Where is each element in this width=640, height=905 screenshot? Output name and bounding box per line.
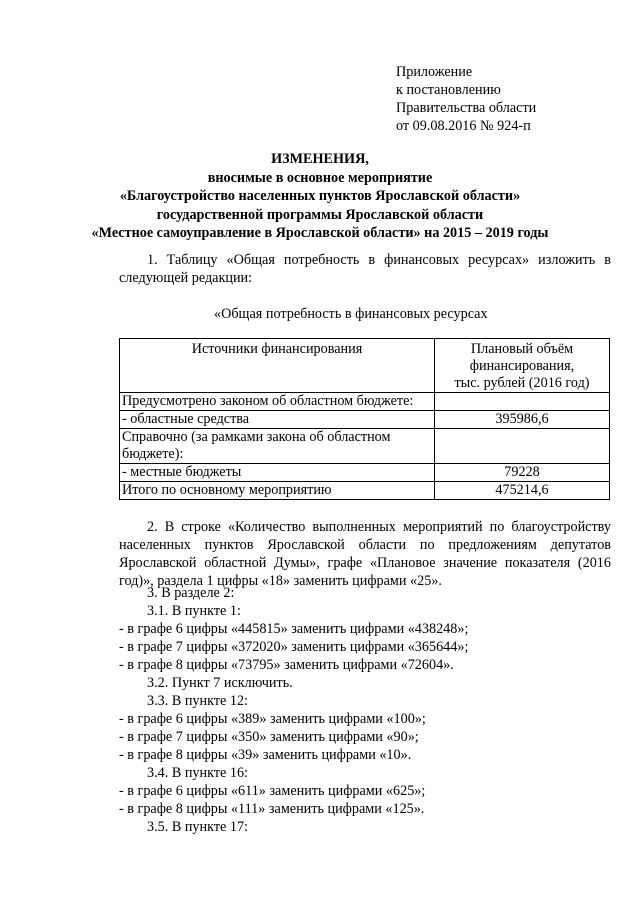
row-source: - местные бюджеты <box>120 464 435 482</box>
header-value-line: Плановый объём <box>470 341 574 357</box>
item-1-paragraph: 1. Таблицу «Общая потребность в финансовых ресурсах» изложить в следующей редакции: <box>119 252 611 286</box>
appendix-block <box>396 63 536 135</box>
changes-list <box>119 584 611 836</box>
table-row <box>120 429 610 464</box>
financing-table <box>119 338 610 500</box>
list-item: - в графе 8 цифры «73795» заменить цифрами «72604». <box>119 657 454 673</box>
list-item: 3.3. В пункте 12: <box>147 693 248 709</box>
title-line: вносимые в основное мероприятие <box>207 169 433 186</box>
table-row <box>120 482 610 500</box>
title-line: «Местное самоуправление в Ярославской области» на 2015 – 2019 годы <box>91 225 549 241</box>
title-line: ИЗМЕНЕНИЯ, <box>271 151 369 167</box>
list-item: - в графе 7 цифры «350» заменить цифрами «90»; <box>119 729 419 745</box>
list-item: - в графе 6 цифры «611» заменить цифрами «625»; <box>119 783 426 799</box>
list-item: 3.4. В пункте 16: <box>147 765 248 781</box>
header-value-line: финансирования, <box>469 358 575 374</box>
table-row <box>120 393 610 411</box>
list-item: - в графе 6 цифры «445815» заменить цифрами «438248»; <box>119 621 469 637</box>
row-value: 395986,6 <box>435 411 610 429</box>
table-row <box>120 411 610 429</box>
title-line: «Благоустройство населенных пунктов Ярославской области» <box>119 188 521 204</box>
row-source: Предусмотрено законом об областном бюджете: <box>120 393 435 411</box>
list-item: - в графе 7 цифры «372020» заменить цифрами «365644»; <box>119 639 469 655</box>
header-source: Источники финансирования <box>120 339 435 393</box>
appendix-line: Правительства области <box>396 100 537 116</box>
row-source: Итого по основному мероприятию <box>120 482 435 500</box>
list-item: 3.1. В пункте 1: <box>147 603 241 619</box>
list-item: - в графе 8 цифры «111» заменить цифрами «125». <box>119 801 425 817</box>
item-2-paragraph: 2. В строке «Количество выполненных мероприятий по благоустройству населенных пунктов Ярославской области по предложениям депутатов Ярославской областной Думы», графе «Плановое значение показателя (2016 год)», раздела 1 цифры «18» заменить цифрами «25». <box>119 519 611 589</box>
list-item: 3.2. Пункт 7 исключить. <box>147 675 293 691</box>
header-value-line: тыс. рублей (2016 год) <box>454 375 590 391</box>
appendix-line: Приложение <box>396 64 473 80</box>
row-source: - областные средства <box>120 411 435 429</box>
list-item: - в графе 8 цифры «39» заменить цифрами «10». <box>119 747 412 763</box>
title-line: государственной программы Ярославской области <box>156 206 484 223</box>
table-title: «Общая потребность в финансовых ресурсах <box>214 306 488 322</box>
document-title <box>0 150 640 243</box>
row-source: Справочно (за рамками закона об областном бюджете): <box>120 429 435 464</box>
row-value: 475214,6 <box>435 482 610 500</box>
appendix-line: к постановлению <box>396 82 501 98</box>
row-value <box>435 429 610 464</box>
appendix-line: от 09.08.2016 № 924-п <box>396 118 531 134</box>
list-item: 3. В разделе 2: <box>147 585 235 601</box>
header-value <box>435 339 610 393</box>
row-value: 79228 <box>435 464 610 482</box>
list-item: - в графе 6 цифры «389» заменить цифрами «100»; <box>119 711 426 727</box>
row-value <box>435 393 610 411</box>
list-item: 3.5. В пункте 17: <box>147 819 248 835</box>
table-header-row <box>120 339 610 393</box>
table-row <box>120 464 610 482</box>
